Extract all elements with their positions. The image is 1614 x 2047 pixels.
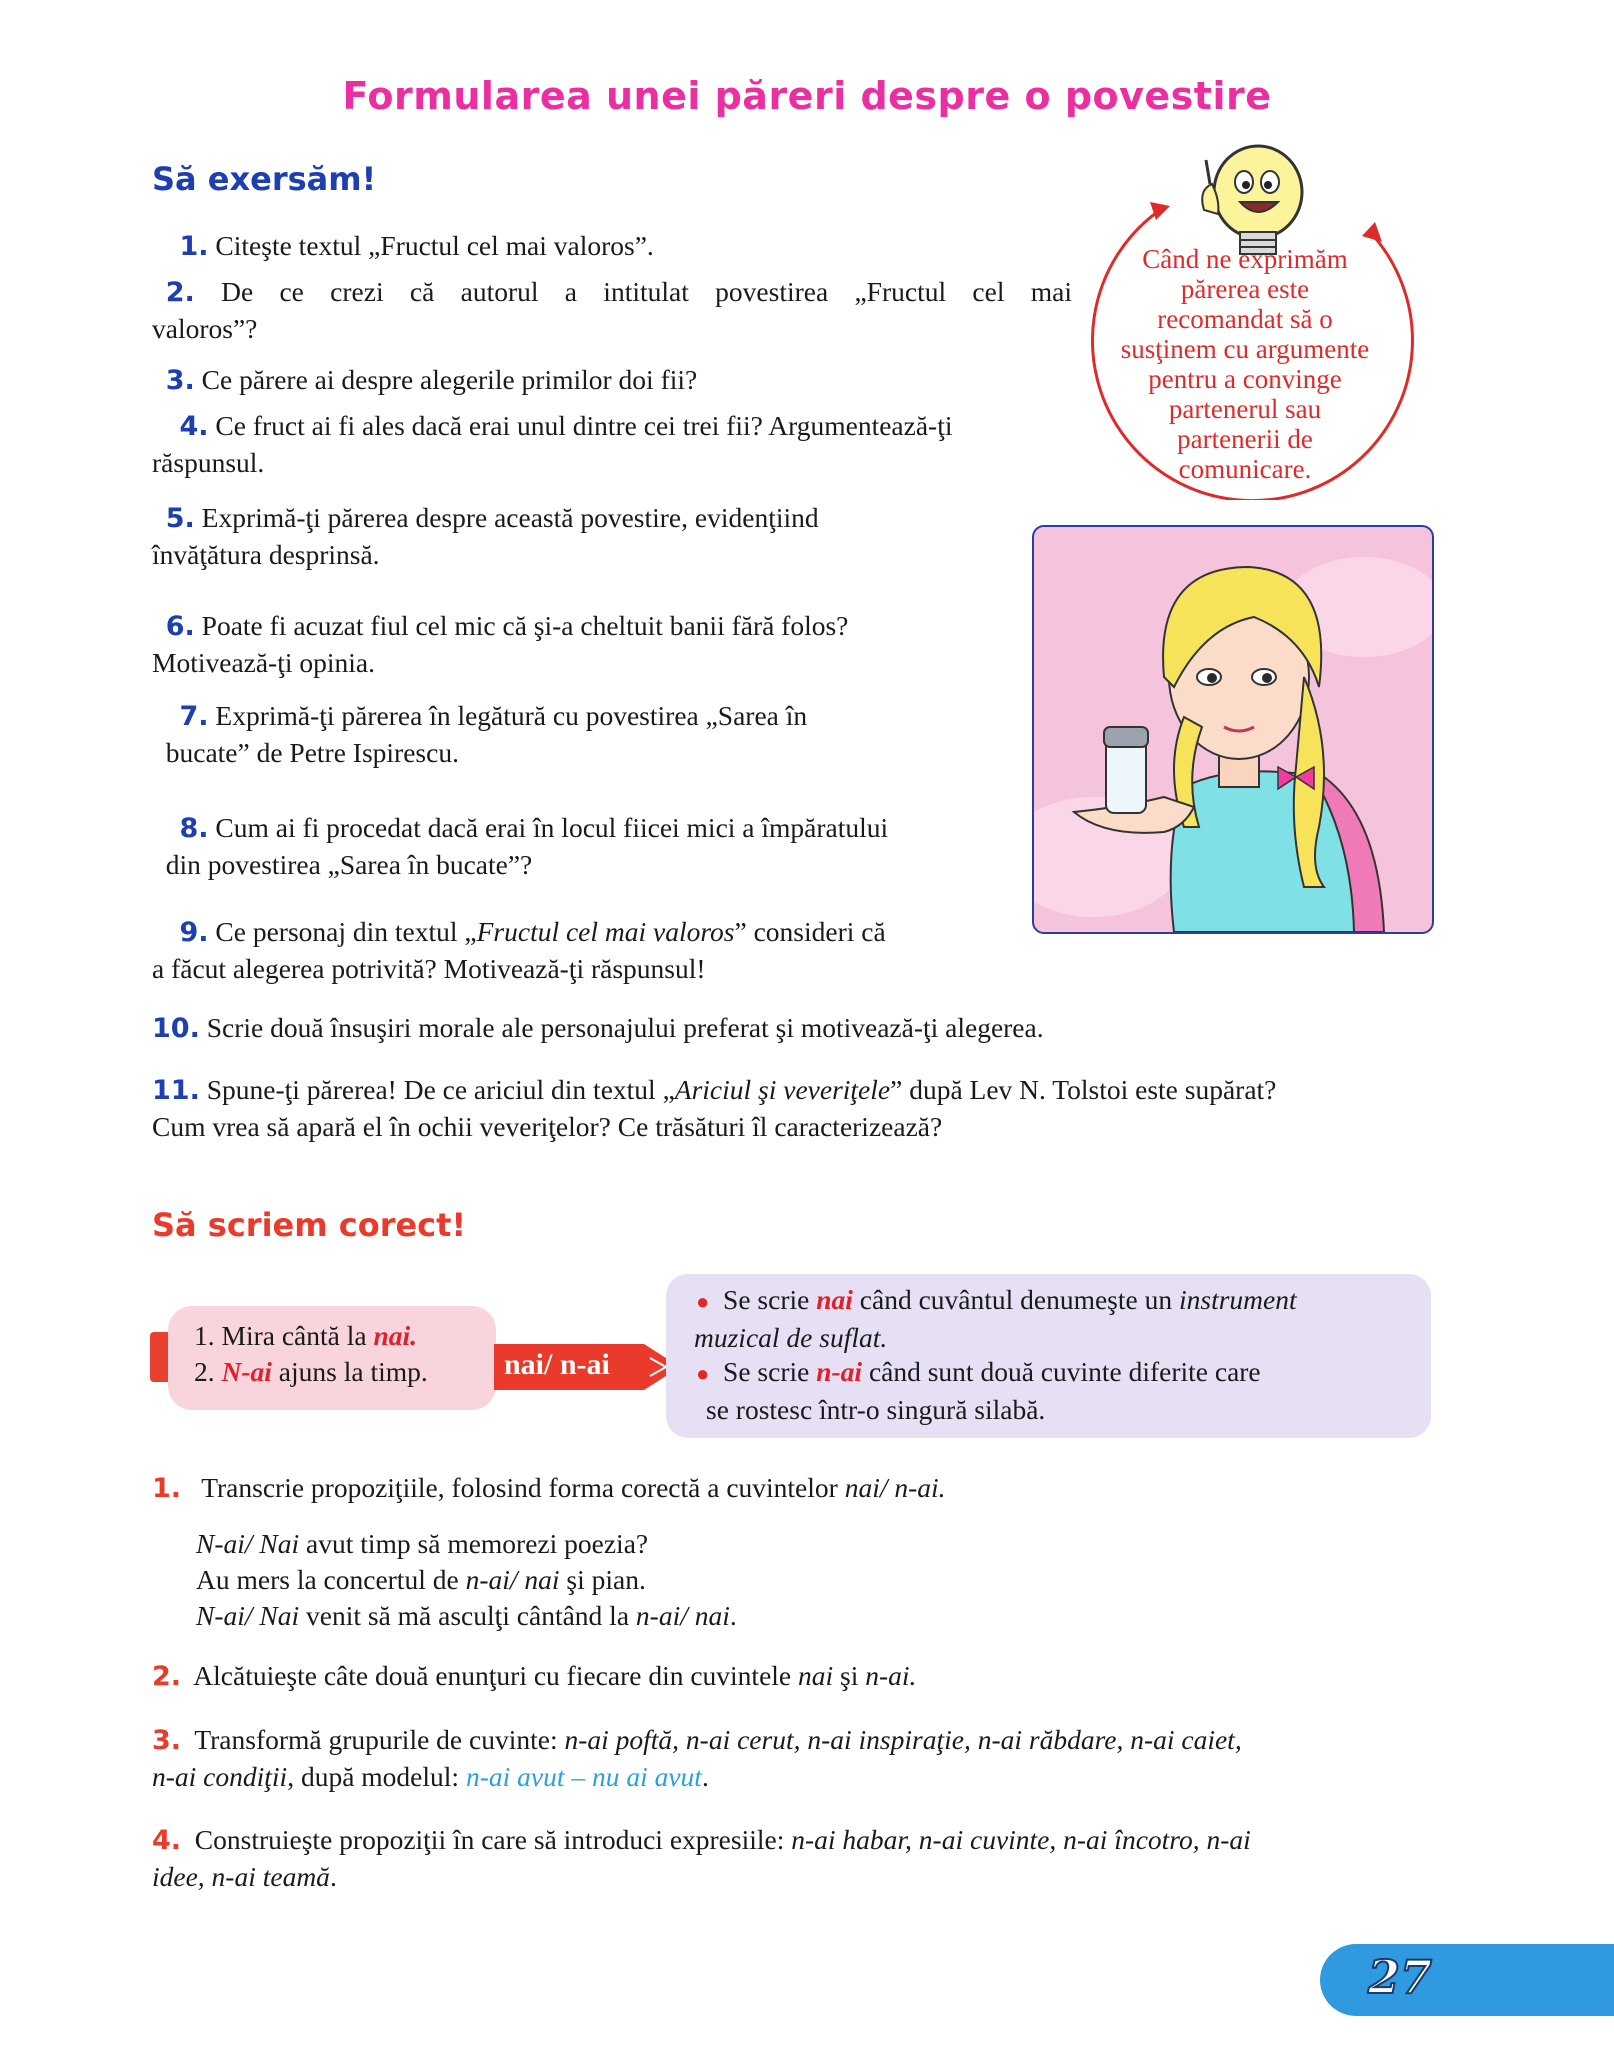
page-title: Formularea unei păreri despre o povestire — [342, 74, 1272, 118]
question-4: 4. Ce fruct ai fi ales dacă erai unul dintre cei trei fii? Argumentează-ţi răspunsul. — [152, 410, 953, 478]
exercise-1-sentences — [196, 1526, 1396, 1634]
sentence: N-ai/ Nai avut timp să memorezi poezia? — [196, 1528, 649, 1559]
exercise-4: 4. Construieşte propoziţii în care să introduci expresiile: n-ai habar, n-ai cuvinte, n-ai încotro, n-ai idee, n-ai teamă. — [152, 1824, 1251, 1892]
sentence: N-ai/ Nai venit să mă asculţi cântând la n-ai/ nai. — [196, 1600, 737, 1631]
tip-text: Când ne exprimăm părerea este recomandat să o susţinem cu argumente pentru a convinge partenerul sau partenerii de comunicare. — [1120, 244, 1370, 484]
question-8: 8. Cum ai fi procedat dacă erai în locul fiicei mici a împăratului din povestirea „Sarea în bucate”? — [165, 812, 889, 880]
girl-with-salt-shaker-image — [1034, 527, 1432, 932]
practice-heading: Să exersăm! — [152, 160, 377, 198]
question-10: 10. Scrie două însuşiri morale ale personajului preferat şi motivează-ţi alegerea. — [152, 1012, 1044, 1044]
exercise-1: 1. Transcrie propoziţiile, folosind forma corectă a cuvintelor nai/ n-ai. — [152, 1472, 946, 1504]
question-5: 5. Exprimă-ţi părerea despre această povestire, evidenţiind învăţătura desprinsă. — [152, 502, 819, 570]
question-11: 11. Spune-ţi părerea! De ce ariciul din textul „Ariciul şi veveriţele” după Lev N. Tolstoi este supărat? Cum vrea să apară el în ochii veveriţelor? Ce trăsături îl caracterizează? — [152, 1074, 1277, 1142]
question-1: 1. Citeşte textul „Fructul cel mai valoros”. — [179, 230, 654, 262]
example-2: 2. N-ai ajuns la timp. — [194, 1356, 428, 1387]
bullet-icon: ● — [696, 1289, 710, 1314]
question-9: 9. Ce personaj din textul „Fructul cel mai valoros” consideri că a făcut alegerea potrivită? Motivează-ţi răspunsul! — [152, 916, 886, 984]
question-7: 7. Exprimă-ţi părerea în legătură cu povestirea „Sarea în bucate” de Petre Ispirescu. — [165, 700, 808, 768]
illustration-girl-salt — [1032, 525, 1434, 934]
rule-2: ● Se scrie n-ai când sunt două cuvinte diferite care se rostesc într-o singură silabă. — [696, 1356, 1261, 1425]
question-number: 1. — [179, 231, 209, 262]
exercise-3: 3. Transformă grupurile de cuvinte: n-ai poftă, n-ai cerut, n-ai inspiraţie, n-ai răbdare, n-ai caiet, n-ai condiţii, după modelul: n-ai avut – nu ai avut. — [152, 1724, 1242, 1792]
question-6: 6. Poate fi acuzat fiul cel mic că şi-a cheltuit banii fără folos? Motivează-ţi opinia. — [152, 610, 849, 678]
exercise-2: 2. Alcătuieşte câte două enunţuri cu fiecare din cuvintele nai şi n-ai. — [152, 1660, 917, 1692]
spelling-heading: Să scriem corect! — [152, 1206, 467, 1244]
question-3: 3. Ce părere ai despre alegerile primilor doi fii? — [165, 364, 698, 396]
example-1: 1. Mira cântă la nai. — [194, 1320, 417, 1351]
arrow-label: nai/ n-ai — [504, 1348, 610, 1381]
page-number: 27 — [1367, 1950, 1432, 2004]
bullet-icon: ● — [696, 1361, 710, 1386]
sentence: Au mers la concertul de n-ai/ nai şi pian. — [196, 1564, 646, 1595]
question-2: 2. De ce crezi că autorul a intitulat povestirea „Fructul cel mai valoros”? — [152, 276, 1072, 344]
rule-1: ● Se scrie nai când cuvântul denumeşte un instrument muzical de suflat. — [694, 1284, 1297, 1353]
